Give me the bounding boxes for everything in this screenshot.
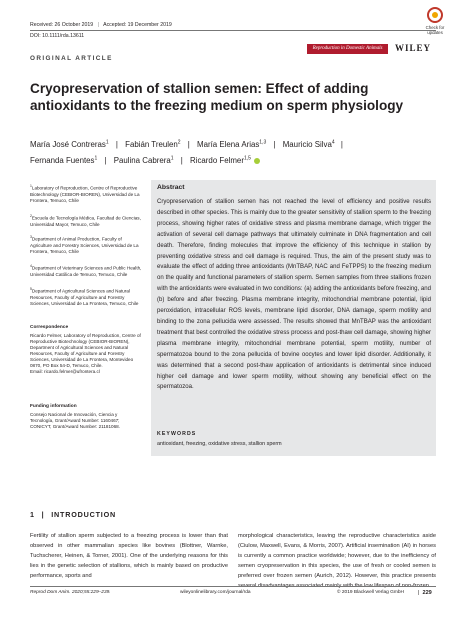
footer-rule <box>30 586 436 587</box>
author[interactable]: Ricardo Felmer$^{1,5}$ <box>190 155 251 166</box>
doi[interactable]: DOI: 10.1111/rda.13611 <box>30 33 85 39</box>
keywords-heading: KEYWORDS <box>157 431 197 437</box>
article-title: Cryopreservation of stallion semen: Effect of adding antioxidants to the freezing medium on sperm physiology <box>30 81 404 113</box>
correspondence-text: Ricardo Felmer, Laboratory of Reproduction, Centre of Reproductive Biotechnology (CEBIOR-BIOREN), Department of Agricultural Sciences and Natural Resources, Faculty of Agriculture and Forestry Sciences, Universidad de La Frontera, Montevideo 0870, PO Box 54-D, Temuco, Chile. Email: ricardo.felmer@ufrontera.cl <box>30 333 141 374</box>
section-title: INTRODUCTION <box>51 510 116 519</box>
check-updates-label: Check for updates <box>425 25 445 35</box>
author[interactable]: Paulina Cabrera$^1$ <box>113 155 174 166</box>
received-date: Received: 26 October 2019 | Accepted: 19 December 2019 <box>30 22 172 28</box>
abstract-text: Cryopreservation of stallion semen has not reached the level of efficiency and positive results described in other species. This is mainly due to the greater sensitivity of stallion sperm to the freezing process, showing higher rates of oxidative stress and plasma membrane damage, which trigger the activation of several cell damage pathways that ultimately culminate in DNA fragmentation and cell death. Therefore, finding molecules that improve the efficiency of this technique in stallion by preventing oxidative stress and cell damage is required. Thus, the aim of the present study was to evaluate the effect of adding three antioxidants (MnTBAP, NAC and FeTPPS) to the freezing medium on the quality and functional parameters of stallion sperm. Semen samples from three stallions frozen with the antioxidants were evaluated in two conditions: (a) adding the antioxidants before freezing, and (b) before and after freezing. Plasma membrane integrity, mitochondrial membrane potential, lipid peroxidation, intracellular ROS levels, membrane lipid disorder, DNA damage, sperm motility and binding to the zona pellucida were assessed. The results showed that MnTBAP was the antioxidant treatment that best controlled the oxidative stress process and post-thaw cell damage, showing higher plasma membrane integrity, mitochondrial membrane potential, sperm motility, number of spermatozoa bound to the zona pellucida of bovine oocytes and lower lipid disorder. Additionally, it was determined that a second post-thaw application of antioxidants is detrimental since induced higher cell damage and lower sperm motility, without showing any beneficial effect on the spermatozoa. <box>157 199 431 391</box>
author[interactable]: Fernanda Fuentes$^1$ <box>30 155 98 166</box>
correspondence-email[interactable]: Email: ricardo.felmer@ufrontera.cl <box>30 369 100 374</box>
orcid-icon[interactable] <box>254 158 260 164</box>
footer-copyright: © 2019 Blackwell Verlag GmbH <box>337 590 404 595</box>
header-rule <box>30 30 436 31</box>
author[interactable]: Mauricio Silva$^4$ <box>282 139 335 149</box>
body-column-right: morphological characteristics, leaving the reproductive characteristics aside (Ciulow, Maxwell, Evans, & Morris, 2007). Artificial insemination (AI) in horses is currently a common practice worldwide; however, due to the inefficiency of semen cryopreservation in this species, the use of fresh or cooled semen is preferred over frozen semen (Aurich, 2012). However, this practice presents several disadvantages associated mainly with the low lifespan of non-frozen <box>238 533 436 589</box>
author-line-1: María José Contreras$^1$ | Fabián Treulen$^2$ | María Elena Arias$^{1,3}$ | Mauricio Silva$^4$ | <box>30 139 343 149</box>
funding-heading: Funding information <box>30 404 77 409</box>
affiliation: $^3$Department of Animal Production, Faculty of Agriculture and Forestry Sciences, Universidad de La Frontera, Temuco, Chile <box>30 235 139 254</box>
article-type: ORIGINAL ARTICLE <box>30 55 113 62</box>
author[interactable]: Fabián Treulen$^2$ <box>125 139 181 149</box>
section-number: 1 <box>30 510 35 519</box>
author-line-2: Fernanda Fuentes$^1$ | Paulina Cabrera$^1$ | Ricardo Felmer$^{1,5}$ <box>30 152 440 169</box>
check-for-updates-badge[interactable] <box>420 7 450 43</box>
keywords-text: antioxidant, freezing, oxidative stress, stallion sperm <box>157 441 282 447</box>
author-list <box>30 135 440 168</box>
page-number: | 229 <box>418 590 432 596</box>
publisher-logo: WILEY <box>395 43 432 53</box>
affiliation: $^1$Laboratory of Reproduction, Centre of Reproductive Biotechnology (CEBIOR-BIOREN), Universidad de La Frontera, Temuco, Chile <box>30 184 140 203</box>
received-text: Received: 26 October 2019 <box>30 22 94 28</box>
footer-citation: Reprod Dom Anim. 2020;55:229–239. <box>30 590 111 595</box>
author[interactable]: María Elena Arias$^{1,3}$ <box>197 139 267 149</box>
update-check-icon <box>427 7 443 23</box>
section-heading: 1 | INTRODUCTION <box>30 510 116 519</box>
affiliation: $^4$Department of Veterinary Sciences and Public Health, Universidad Católica de Temuco, Temuco, Chile <box>30 264 142 277</box>
author[interactable]: María José Contreras$^1$ <box>30 139 109 149</box>
abstract-heading: Abstract <box>157 184 185 191</box>
accepted-text: Accepted: 19 December 2019 <box>103 22 172 28</box>
correspondence-heading: Correspondence <box>30 325 69 330</box>
affiliation: $^2$Escuela de Tecnología Médica, Facultad de Ciencias, Universidad Mayor, Temuco, Chile <box>30 214 141 227</box>
affiliation: $^5$Department of Agricultural Sciences and Natural Resources, Faculty of Agriculture and Forestry Sciences, Universidad de La Frontera, Temuco, Chile <box>30 287 139 306</box>
footer-url[interactable]: wileyonlinelibrary.com/journal/rda <box>180 590 251 595</box>
funding-text: Consejo Nacional de Innovación, Ciencia y Tecnología, Grant/Award Number: 1160467; CONICYT, Grant/Award Number: 21181068. <box>30 412 120 429</box>
journal-banner: Reproduction in Domestic Animals <box>307 44 388 54</box>
body-column-left: Fertility of stallion sperm subjected to a freezing process is lower than that observed in other mammalian species like bovines (Blottner, Warnke, Tuchscherer, Heinen, & Torner, 2001). One of the underlying reasons for this lies in the genetic selection of stallions, which is mainly based on productive performance, sports and <box>30 533 228 579</box>
